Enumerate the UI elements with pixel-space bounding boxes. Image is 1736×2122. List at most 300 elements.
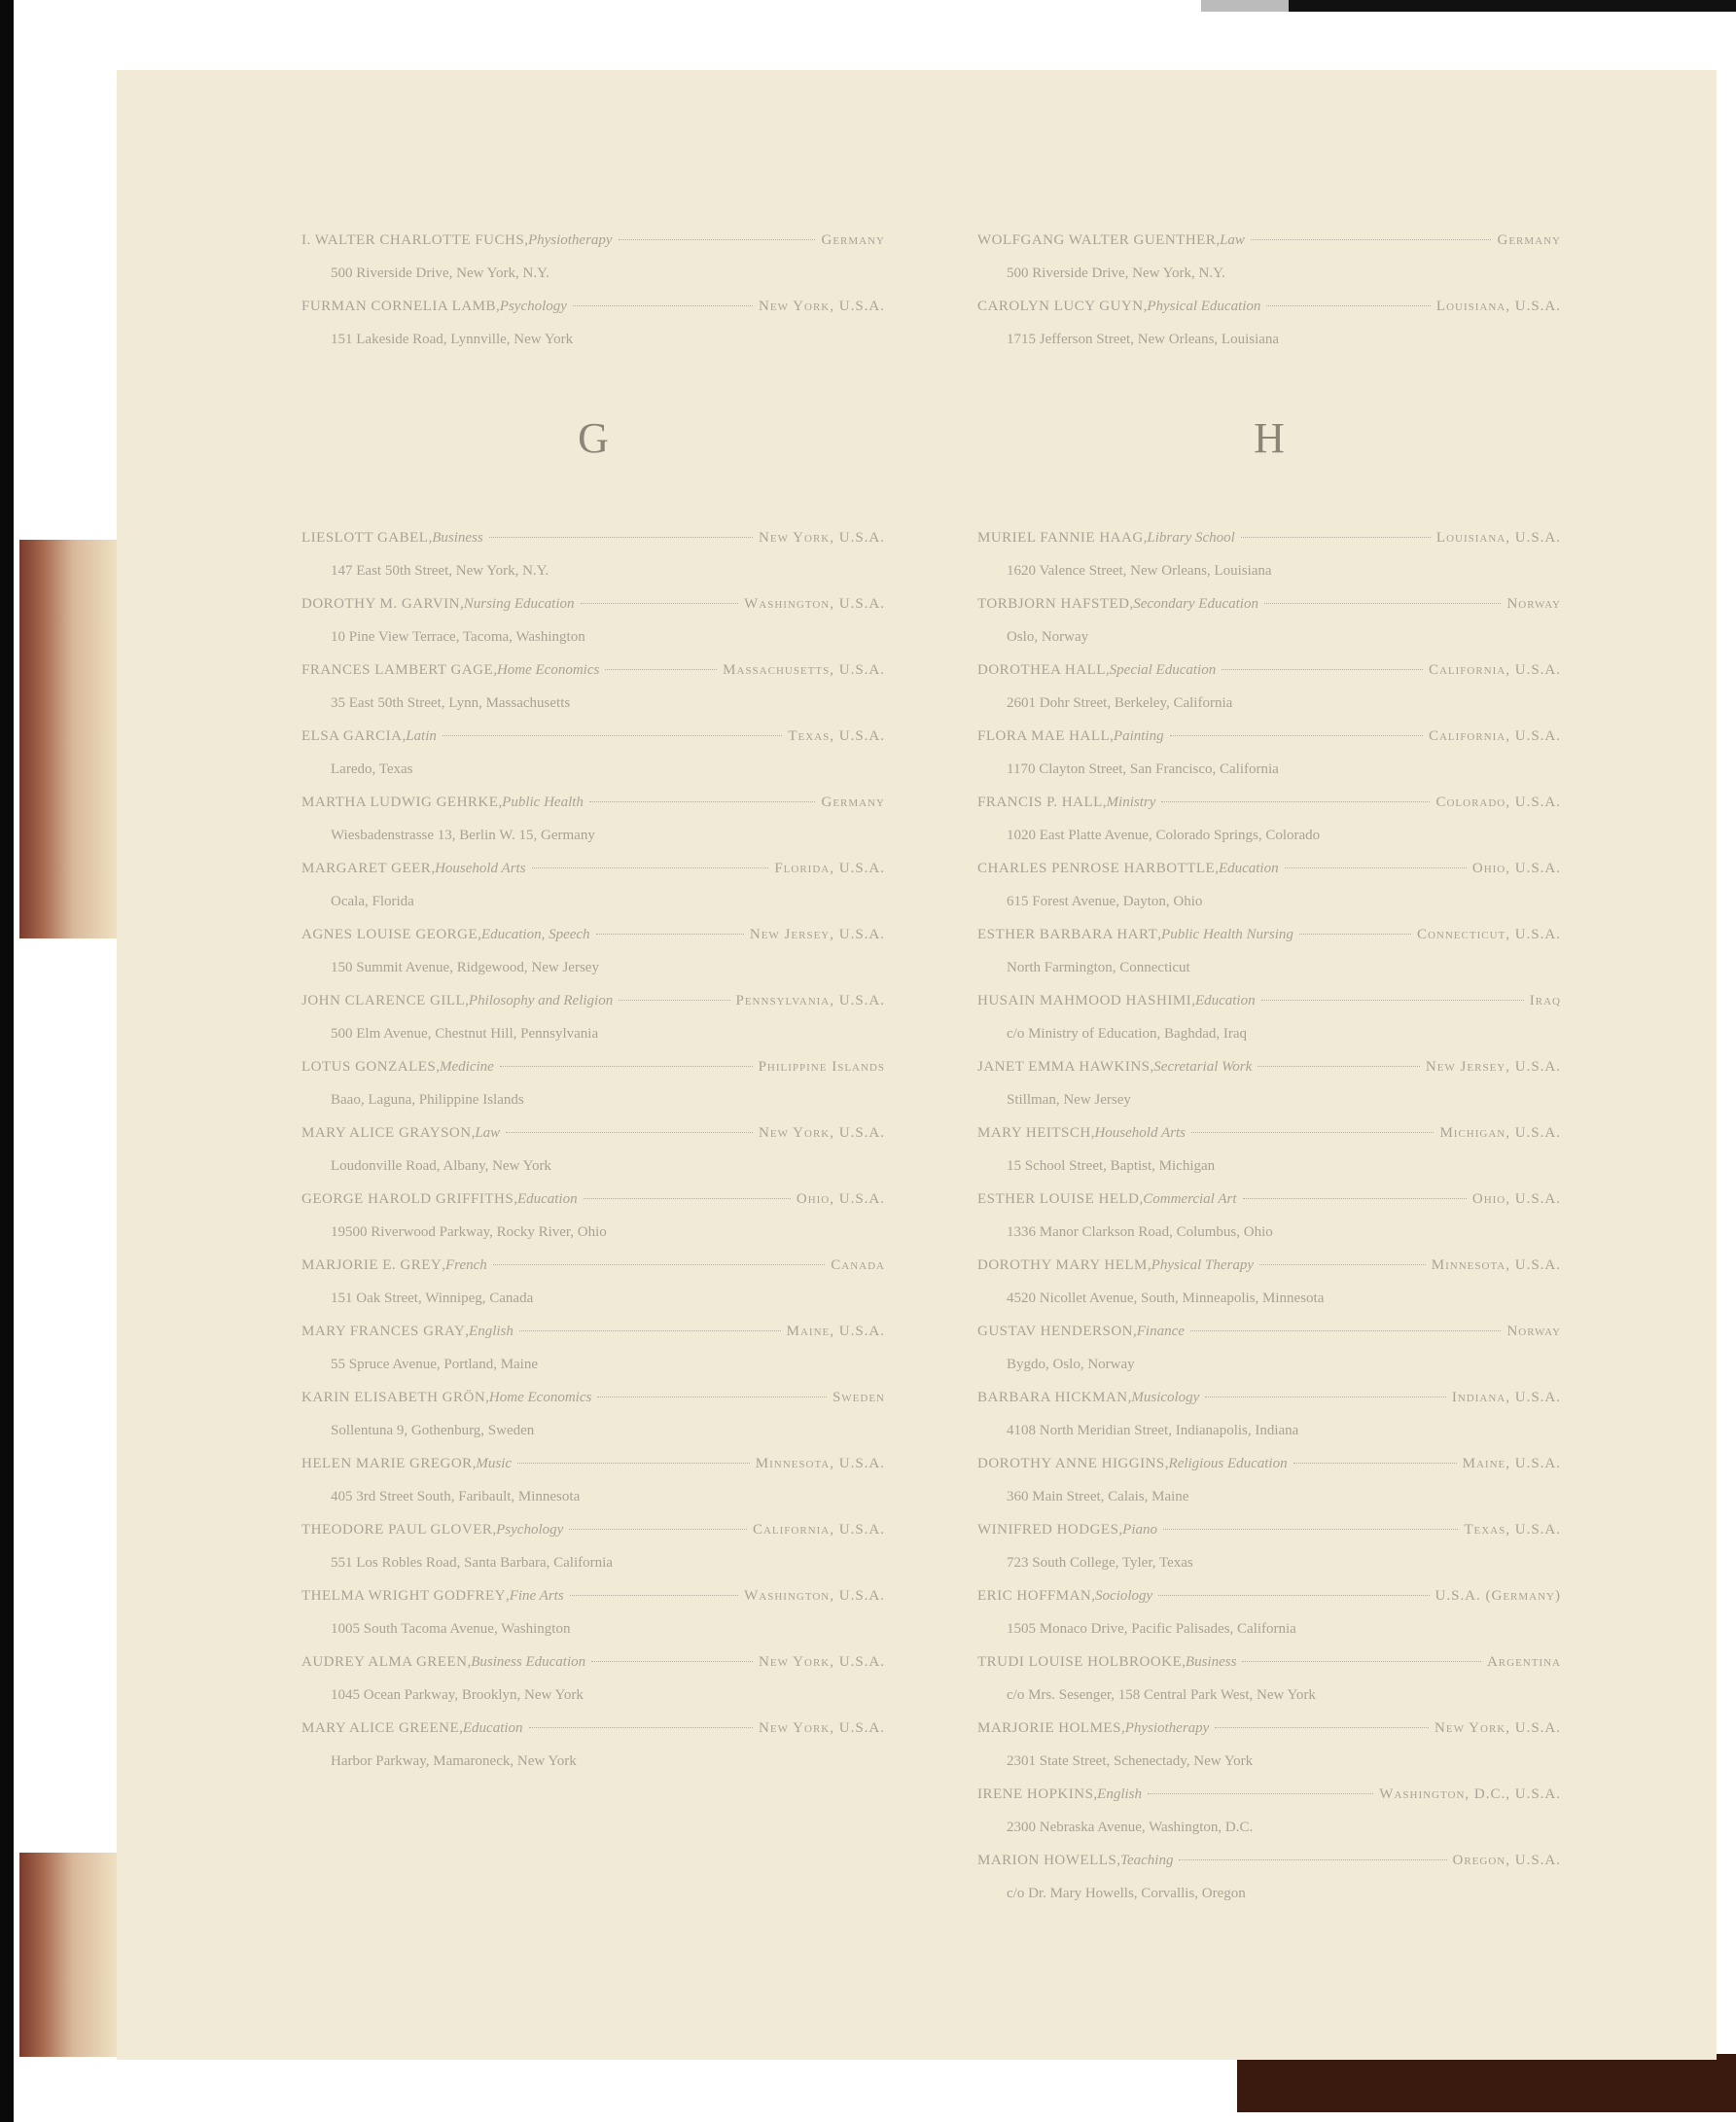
entry-heading	[977, 1513, 1561, 1546]
entry-name: DOROTHY ANNE HIGGINS	[977, 1456, 1165, 1471]
entry-name: MARJORIE E. GREY	[301, 1257, 443, 1273]
leader-dots	[1222, 669, 1423, 670]
entry-address: 1715 Jefferson Street, New Orleans, Louisiana	[1007, 332, 1280, 347]
entry-name: MARY ALICE GREENE	[301, 1720, 460, 1736]
entry-name: THELMA WRIGHT GODFREY	[301, 1588, 506, 1604]
entry-address: 147 East 50th Street, New York, N.Y.	[331, 563, 549, 579]
entry-separator: ,	[1133, 1324, 1137, 1339]
entry-separator: ,	[505, 1588, 510, 1604]
entry-separator: ,	[1143, 299, 1148, 314]
entry-heading	[977, 587, 1561, 620]
entry-heading	[301, 852, 885, 885]
entry-name: DOROTHEA HALL	[977, 662, 1106, 678]
entry-name: AUDREY ALMA GREEN	[301, 1654, 468, 1670]
directory-entry	[977, 1844, 1561, 1910]
entry-field: Medicine	[440, 1059, 494, 1075]
entry-separator: ,	[1102, 795, 1107, 810]
entry-heading	[977, 1050, 1561, 1083]
entry-address: Harbor Parkway, Mamaroneck, New York	[331, 1753, 577, 1769]
entry-heading	[301, 1183, 885, 1216]
entry-address: c/o Dr. Mary Howells, Corvallis, Oregon	[1007, 1886, 1246, 1901]
directory-entry	[977, 1447, 1561, 1513]
entry-heading	[977, 720, 1561, 753]
entry-name: LIESLOTT GABEL	[301, 530, 429, 546]
entry-address: 15 School Street, Baptist, Michigan	[1007, 1158, 1216, 1174]
entry-field: Household Arts	[435, 861, 526, 876]
entry-location: Maine, U.S.A.	[1462, 1456, 1561, 1471]
directory-entry	[301, 1579, 885, 1645]
entry-heading	[977, 984, 1561, 1017]
entry-name: AGNES LOUISE GEORGE	[301, 927, 478, 942]
entry-heading	[977, 852, 1561, 885]
entry-field: Psychology	[496, 1522, 564, 1538]
entry-field: Physiotherapy	[527, 232, 613, 248]
entry-field: Latin	[406, 728, 437, 744]
directory-entry	[301, 1712, 885, 1778]
entry-separator: ,	[1191, 993, 1195, 1008]
entry-location: Washington, U.S.A.	[744, 596, 885, 612]
entry-heading	[977, 1447, 1561, 1480]
directory-entry	[301, 521, 885, 587]
leader-dots	[573, 305, 753, 306]
entry-separator: ,	[402, 728, 407, 744]
entry-address: 151 Oak Street, Winnipeg, Canada	[331, 1291, 534, 1306]
directory-entry	[301, 1249, 885, 1315]
entry-separator: ,	[485, 1390, 489, 1405]
entry-location: Germany	[821, 232, 885, 248]
left-column	[301, 224, 885, 1778]
entry-heading	[301, 1513, 885, 1546]
directory-entry	[977, 1050, 1561, 1116]
directory-entry	[301, 918, 885, 984]
entry-heading	[301, 1249, 885, 1282]
entry-heading	[977, 1712, 1561, 1745]
leader-dots	[1148, 1793, 1373, 1794]
entry-location: Norway	[1506, 596, 1561, 612]
entry-heading	[977, 654, 1561, 687]
directory-entry	[301, 852, 885, 918]
directory-entry	[977, 1712, 1561, 1778]
entry-field: Business Education	[471, 1654, 586, 1670]
entry-separator: ,	[1164, 1456, 1169, 1471]
entry-location: California, U.S.A.	[752, 1522, 885, 1538]
entry-location: Sweden	[832, 1390, 885, 1405]
entry-field: Physical Therapy	[1151, 1257, 1255, 1273]
entry-field: Education, Speech	[480, 927, 590, 942]
entry-name: THEODORE PAUL GLOVER	[301, 1522, 493, 1538]
entry-separator: ,	[465, 993, 469, 1008]
entry-field: Household Arts	[1094, 1125, 1186, 1141]
entry-address: Baao, Laguna, Philippine Islands	[331, 1092, 524, 1108]
leader-dots	[584, 1198, 791, 1199]
entry-location: Louisiana, U.S.A.	[1435, 530, 1561, 546]
entry-name: FRANCIS P. HALL	[977, 795, 1103, 810]
leader-dots	[619, 239, 816, 240]
section-letter: H	[1254, 414, 1285, 462]
entry-heading	[977, 224, 1561, 257]
entry-address: Bygdo, Oslo, Norway	[1007, 1357, 1135, 1372]
directory-entry	[301, 1381, 885, 1447]
directory-entry	[301, 1513, 885, 1579]
entry-heading	[301, 720, 885, 753]
entry-location: Canada	[831, 1257, 885, 1273]
directory-entry	[977, 587, 1561, 654]
entry-heading	[977, 1381, 1561, 1414]
entry-separator: ,	[1105, 662, 1110, 678]
entry-address: 500 Riverside Drive, New York, N.Y.	[331, 265, 549, 281]
entry-heading	[977, 918, 1561, 951]
entry-name: DOROTHY M. GARVIN	[301, 596, 460, 612]
entry-field: Education	[516, 1191, 578, 1207]
leader-dots	[1259, 1264, 1426, 1265]
entry-address: 19500 Riverwood Parkway, Rocky River, Ohio	[331, 1224, 607, 1240]
entry-field: Secretarial Work	[1153, 1059, 1253, 1075]
leader-dots	[443, 735, 782, 736]
leader-dots	[589, 801, 816, 802]
entry-separator: ,	[460, 596, 464, 612]
entry-separator: ,	[493, 662, 497, 678]
directory-entry	[977, 1381, 1561, 1447]
entry-location: Massachusetts, U.S.A.	[723, 662, 885, 678]
leader-dots	[493, 1264, 825, 1265]
entry-location: Maine, U.S.A.	[786, 1324, 885, 1339]
entry-separator: ,	[428, 530, 433, 546]
entry-address: Ocala, Florida	[331, 894, 414, 909]
entry-heading	[301, 918, 885, 951]
entry-location: New York, U.S.A.	[1435, 1720, 1561, 1736]
entry-address: 55 Spruce Avenue, Portland, Maine	[331, 1357, 539, 1372]
entry-heading	[977, 1844, 1561, 1877]
entry-field: Musicology	[1131, 1390, 1200, 1405]
entry-address: c/o Ministry of Education, Baghdad, Iraq	[1007, 1026, 1248, 1042]
entry-field: Philosophy and Religion	[468, 993, 614, 1008]
leader-dots	[1170, 735, 1423, 736]
entry-field: Secondary Education	[1133, 596, 1258, 612]
entry-location: Ohio, U.S.A.	[796, 1191, 885, 1207]
entry-location: Germany	[821, 795, 885, 810]
entry-name: GUSTAV HENDERSON	[977, 1324, 1134, 1339]
entry-separator: ,	[471, 1125, 476, 1141]
entry-location: Germany	[1497, 232, 1561, 248]
directory-entry	[977, 1315, 1561, 1381]
entry-name: MARTHA LUDWIG GEHRKE	[301, 795, 499, 810]
directory-entry	[301, 654, 885, 720]
entry-separator: ,	[1116, 1853, 1120, 1868]
entry-address: 10 Pine View Terrace, Tacoma, Washington	[331, 629, 585, 645]
entry-address: 35 East 50th Street, Lynn, Massachusetts	[331, 695, 571, 711]
entry-name: I. WALTER CHARLOTTE FUCHS	[301, 232, 525, 248]
entry-separator: ,	[1129, 596, 1134, 612]
entry-location: Philippine Islands	[758, 1059, 885, 1075]
leader-dots	[1264, 603, 1501, 604]
directory-entry	[977, 984, 1561, 1050]
entry-name: KARIN ELISABETH GRÖN	[301, 1390, 486, 1405]
entry-location: Colorado, U.S.A.	[1435, 795, 1561, 810]
directory-entry	[301, 587, 885, 654]
leader-dots	[1163, 1529, 1458, 1530]
directory-entry	[977, 1579, 1561, 1645]
entry-heading	[301, 1116, 885, 1149]
scan-top-edge-grey	[1201, 0, 1289, 12]
directory-page	[117, 70, 1717, 2060]
directory-entry	[977, 224, 1561, 290]
entry-location: California, U.S.A.	[1428, 662, 1561, 678]
entry-field: French	[445, 1257, 487, 1273]
directory-entry	[301, 720, 885, 786]
entry-heading	[301, 290, 885, 323]
entry-location: New Jersey, U.S.A.	[1425, 1059, 1561, 1075]
entry-field: Special Education	[1109, 662, 1217, 678]
directory-entry	[301, 1116, 885, 1183]
directory-entry	[977, 1249, 1561, 1315]
leader-dots	[1161, 801, 1430, 802]
scan-left-edge	[0, 0, 14, 2122]
entry-location: Oregon, U.S.A.	[1452, 1853, 1561, 1868]
entry-location: Pennsylvania, U.S.A.	[735, 993, 885, 1008]
entry-heading	[977, 1116, 1561, 1149]
entry-separator: ,	[1139, 1191, 1144, 1207]
entry-separator: ,	[478, 927, 481, 942]
entry-heading	[977, 1645, 1561, 1679]
entry-field: Teaching	[1120, 1853, 1174, 1868]
entry-separator: ,	[1127, 1390, 1132, 1405]
entry-name: IRENE HOPKINS	[977, 1786, 1094, 1802]
entry-separator: ,	[1157, 927, 1162, 942]
entry-location: Connecticut, U.S.A.	[1416, 927, 1561, 942]
entry-name: ESTHER BARBARA HART	[977, 927, 1158, 942]
entry-address: 2601 Dohr Street, Berkeley, California	[1007, 695, 1233, 711]
leader-dots	[1293, 1463, 1457, 1464]
entry-heading	[977, 521, 1561, 554]
section-letter: G	[578, 414, 609, 462]
entry-name: ESTHER LOUISE HELD	[977, 1191, 1140, 1207]
entry-separator: ,	[431, 861, 436, 876]
entry-field: Fine Arts	[509, 1588, 564, 1604]
leader-dots	[1258, 1066, 1420, 1067]
leader-dots	[605, 669, 717, 670]
leader-dots	[1241, 537, 1431, 538]
directory-entry	[301, 1315, 885, 1381]
entry-separator: ,	[472, 1456, 477, 1471]
directory-entry	[977, 720, 1561, 786]
entry-field: Education	[1194, 993, 1256, 1008]
entry-name: WINIFRED HODGES	[977, 1522, 1119, 1538]
leader-dots	[1190, 1330, 1502, 1331]
entry-name: TORBJORN HAFSTED	[977, 596, 1130, 612]
entry-heading	[301, 587, 885, 620]
leader-dots	[1243, 1198, 1467, 1199]
entry-name: LOTUS GONZALES	[301, 1059, 437, 1075]
entry-field: Law	[1220, 232, 1245, 248]
leader-dots	[500, 1066, 753, 1067]
leader-dots	[1242, 1661, 1481, 1662]
entry-location: Texas, U.S.A.	[1464, 1522, 1561, 1538]
entry-name: MARY HEITSCH	[977, 1125, 1091, 1141]
entry-name: ERIC HOFFMAN	[977, 1588, 1092, 1604]
directory-entry	[301, 1645, 885, 1712]
entry-name: ELSA GARCIA	[301, 728, 403, 744]
entry-address: Sollentuna 9, Gothenburg, Sweden	[331, 1423, 535, 1438]
entry-separator: ,	[496, 299, 500, 314]
entry-field: Education	[1218, 861, 1279, 876]
entry-field: Home Economics	[496, 662, 600, 678]
entry-address: 405 3rd Street South, Faribault, Minnesota	[331, 1489, 581, 1504]
entry-heading	[301, 1579, 885, 1612]
scan-top-edge-dark	[1289, 0, 1736, 12]
entry-address: 723 South College, Tyler, Texas	[1007, 1555, 1193, 1571]
entry-address: 150 Summit Avenue, Ridgewood, New Jersey	[331, 960, 599, 975]
entry-address: 615 Forest Avenue, Dayton, Ohio	[1007, 894, 1203, 909]
entry-field: Home Economics	[488, 1390, 592, 1405]
leader-dots	[529, 1727, 754, 1728]
entry-location: Michigan, U.S.A.	[1439, 1125, 1561, 1141]
entry-location: California, U.S.A.	[1428, 728, 1561, 744]
entry-heading	[301, 1381, 885, 1414]
entry-location: Minnesota, U.S.A.	[1431, 1257, 1561, 1273]
entry-heading	[301, 984, 885, 1017]
entry-heading	[301, 1315, 885, 1348]
entry-heading	[301, 1050, 885, 1083]
entry-address: 151 Lakeside Road, Lynnville, New York	[331, 332, 574, 347]
entry-heading	[301, 1712, 885, 1745]
entry-name: MARGARET GEER	[301, 861, 432, 876]
entry-location: New York, U.S.A.	[759, 1125, 885, 1141]
entry-heading	[977, 786, 1561, 819]
entry-location: New Jersey, U.S.A.	[749, 927, 885, 942]
directory-entry	[301, 984, 885, 1050]
entry-location: Indiana, U.S.A.	[1451, 1390, 1561, 1405]
right-column	[977, 224, 1561, 1910]
entry-separator: ,	[492, 1522, 497, 1538]
entry-address: 2300 Nebraska Avenue, Washington, D.C.	[1007, 1820, 1254, 1835]
entry-heading	[301, 521, 885, 554]
entry-heading	[301, 1645, 885, 1679]
directory-entry	[977, 290, 1561, 356]
directory-entry	[977, 1116, 1561, 1183]
leader-dots	[1191, 1132, 1435, 1133]
entry-field: Physical Education	[1147, 299, 1261, 314]
entry-separator: ,	[524, 232, 528, 248]
entry-heading	[977, 1315, 1561, 1348]
entry-address: 2301 State Street, Schenectady, New York	[1007, 1753, 1254, 1769]
entry-address: 1005 South Tacoma Avenue, Washington	[331, 1621, 571, 1637]
entry-address: 4520 Nicollet Avenue, South, Minneapolis, Minnesota	[1007, 1291, 1325, 1306]
entry-field: Public Health	[502, 795, 584, 810]
entry-separator: ,	[1215, 861, 1219, 876]
directory-entry	[301, 1447, 885, 1513]
entry-heading	[977, 1183, 1561, 1216]
entry-separator: ,	[1118, 1522, 1123, 1538]
entry-name: TRUDI LOUISE HOLBROOKE	[977, 1654, 1183, 1670]
directory-entry	[977, 1778, 1561, 1844]
entry-address: c/o Mrs. Sesenger, 158 Central Park West, New York	[1007, 1687, 1316, 1703]
entry-location: Norway	[1506, 1324, 1561, 1339]
entry-address: 1020 East Platte Avenue, Colorado Springs, Colorado	[1007, 828, 1321, 843]
entry-separator: ,	[442, 1257, 446, 1273]
entry-name: HUSAIN MAHMOOD HASHIMI	[977, 993, 1192, 1008]
entry-name: GEORGE HAROLD GRIFFITHS	[301, 1191, 514, 1207]
entry-address: 1505 Monaco Drive, Pacific Palisades, California	[1007, 1621, 1296, 1637]
directory-entry	[301, 290, 885, 356]
leader-dots	[489, 537, 753, 538]
directory-entry	[301, 1183, 885, 1249]
entry-field: Business	[1185, 1654, 1237, 1670]
entry-address: 551 Los Robles Road, Santa Barbara, California	[331, 1555, 613, 1571]
entry-address: 1045 Ocean Parkway, Brooklyn, New York	[331, 1687, 584, 1703]
entry-name: JOHN CLARENCE GILL	[301, 993, 466, 1008]
leader-dots	[532, 867, 769, 868]
entry-location: Iraq	[1529, 993, 1561, 1008]
entry-name: FRANCES LAMBERT GAGE	[301, 662, 494, 678]
scan-bottom-edge	[1237, 2054, 1736, 2112]
entry-separator: ,	[514, 1191, 517, 1207]
entry-location: New York, U.S.A.	[759, 530, 885, 546]
entry-name: JANET EMMA HAWKINS	[977, 1059, 1151, 1075]
leader-dots	[1261, 1000, 1524, 1001]
entry-heading	[977, 1249, 1561, 1282]
entry-location: Ohio, U.S.A.	[1471, 861, 1561, 876]
entry-location: Florida, U.S.A.	[774, 861, 885, 876]
entry-name: HELEN MARIE GREGOR	[301, 1456, 473, 1471]
entry-name: BARBARA HICKMAN	[977, 1390, 1128, 1405]
entry-address: 1170 Clayton Street, San Francisco, California	[1007, 761, 1279, 777]
directory-entry	[977, 1513, 1561, 1579]
entry-field: Public Health Nursing	[1161, 927, 1293, 942]
entry-field: Sociology	[1095, 1588, 1153, 1604]
entry-heading	[301, 224, 885, 257]
entry-heading	[301, 654, 885, 687]
entry-field: Nursing Education	[463, 596, 575, 612]
entry-address: Oslo, Norway	[1007, 629, 1089, 645]
entry-field: Ministry	[1106, 795, 1156, 810]
entry-name: CAROLYN LUCY GUYN	[977, 299, 1144, 314]
entry-address: 1620 Valence Street, New Orleans, Louisiana	[1007, 563, 1272, 579]
entry-separator: ,	[1150, 1059, 1154, 1075]
entry-heading	[977, 1778, 1561, 1811]
leader-dots	[506, 1132, 753, 1133]
leader-dots	[519, 1330, 781, 1331]
entry-separator: ,	[1110, 728, 1114, 744]
entry-name: WOLFGANG WALTER GUENTHER	[977, 232, 1217, 248]
entry-separator: ,	[467, 1654, 472, 1670]
entry-heading	[301, 786, 885, 819]
entry-field: Commercial Art	[1143, 1191, 1237, 1207]
binding-strip-upper	[19, 540, 117, 938]
leader-dots	[1285, 867, 1467, 868]
entry-field: Law	[475, 1125, 501, 1141]
directory-entry	[977, 918, 1561, 984]
entry-field: English	[469, 1324, 514, 1339]
directory-entry	[977, 1183, 1561, 1249]
leader-dots	[569, 1529, 747, 1530]
entry-name: FLORA MAE HALL	[977, 728, 1111, 744]
directory-entry	[977, 852, 1561, 918]
entry-address: 360 Main Street, Calais, Maine	[1007, 1489, 1189, 1504]
leader-dots	[1158, 1595, 1429, 1596]
entry-separator: ,	[1090, 1125, 1095, 1141]
entry-location: Washington, D.C., U.S.A.	[1379, 1786, 1561, 1802]
entry-address: Loudonville Road, Albany, New York	[331, 1158, 551, 1174]
directory-entry	[301, 1050, 885, 1116]
binding-strip-lower	[19, 1853, 117, 2057]
entry-address: 1336 Manor Clarkson Road, Columbus, Ohio	[1007, 1224, 1273, 1240]
leader-dots	[619, 1000, 729, 1001]
leader-dots	[570, 1595, 738, 1596]
leader-dots	[596, 934, 744, 935]
entry-address: North Farmington, Connecticut	[1007, 960, 1190, 975]
entry-address: Laredo, Texas	[331, 761, 413, 777]
leader-dots	[1266, 305, 1430, 306]
